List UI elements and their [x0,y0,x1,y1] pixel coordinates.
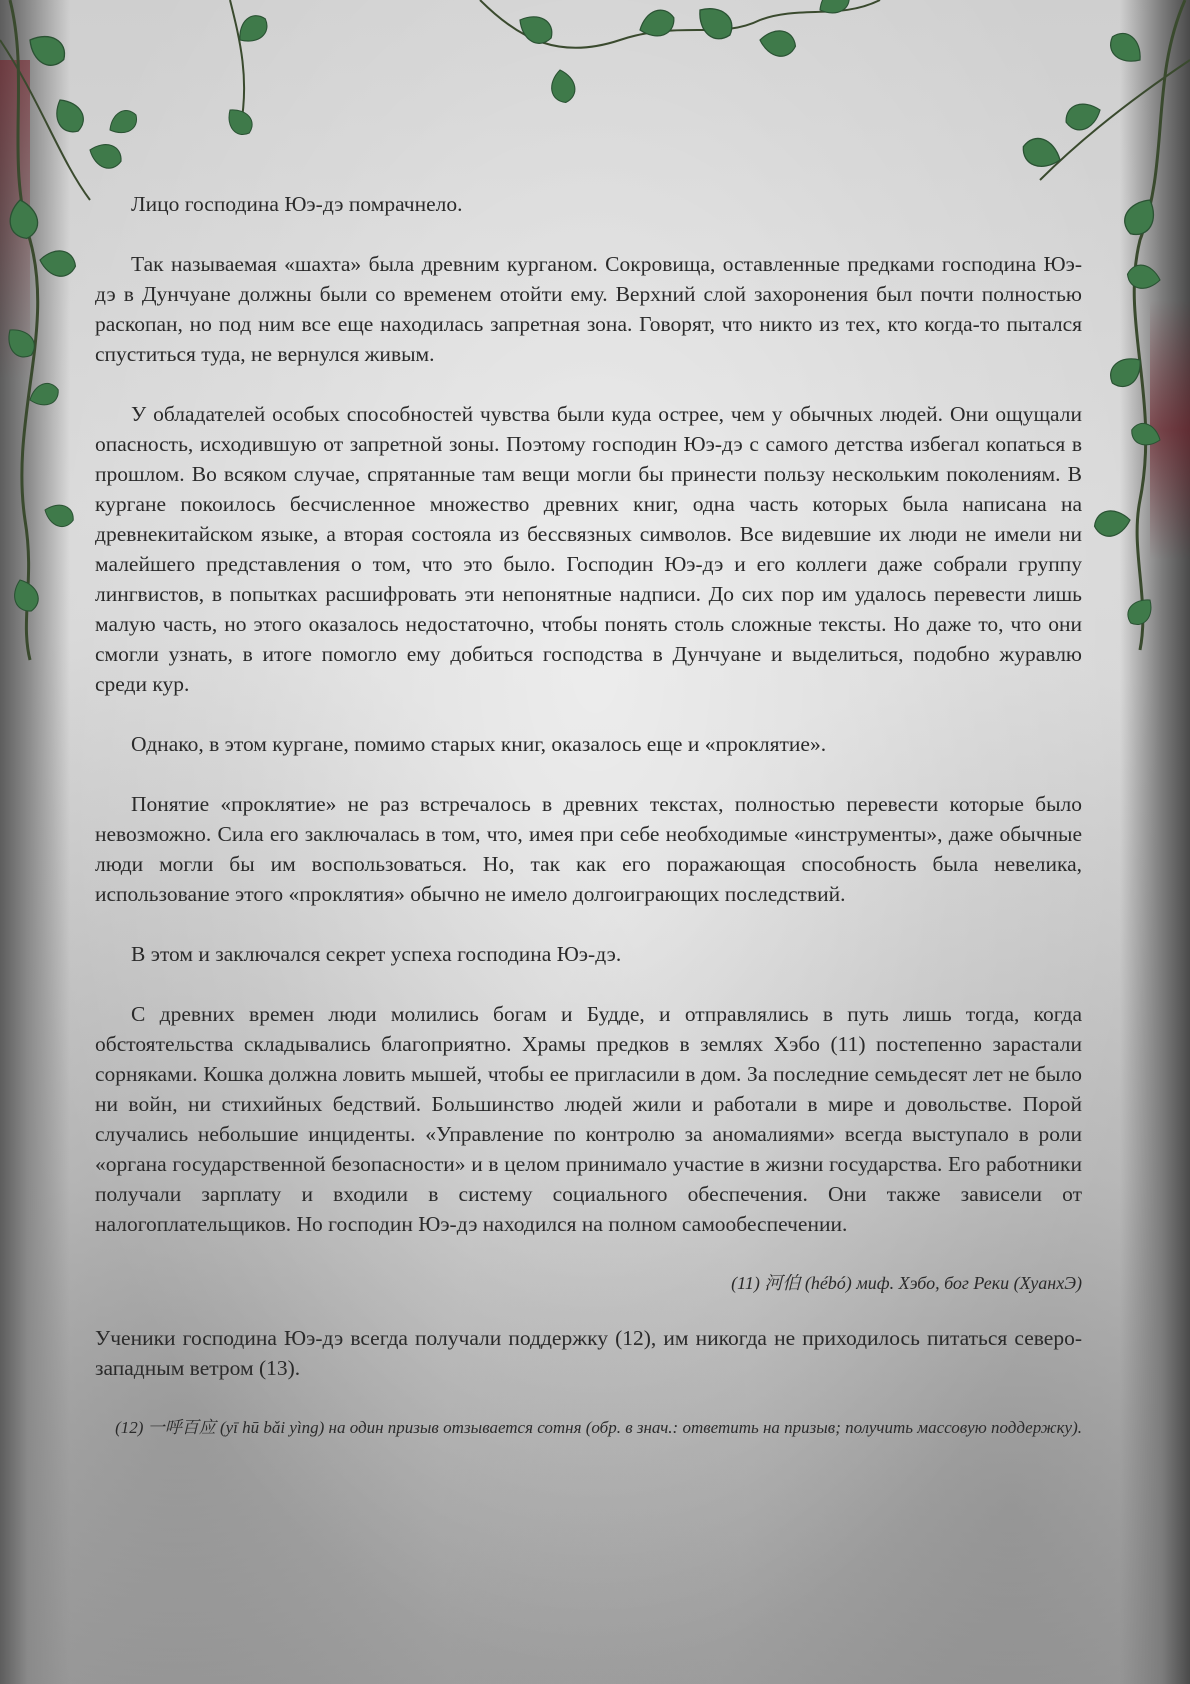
paragraph-5: Понятие «проклятие» не раз встречалось в древних текстах, полностью перевести которые было невозможно. Сила его заключалась в том, что, имея при себе необходимые «инструменты», даже обычные люди могли бы им воспользоваться. Но, так как его поражающая способность была невелика, использование этого «проклятия» обычно не имело долгоиграющих последствий. [95,792,1082,906]
footnote-11: (11) 河伯 (hébó) миф. Хэбо, бог Реки (ХуанхЭ) [731,1273,1082,1293]
paragraph-3: У обладателей особых способностей чувства были куда острее, чем у обычных людей. Они ощущали опасность, исходившую от запретной зоны. Поэтому господин Юэ-дэ с самого детства избегал копаться в прошлом. Во всяком случае, спрятанные там вещи могли бы принести пользу нескольким поколениям. В кургане покоилось бесчисленное множество древних книг, одна часть которых была написана на древнекитайском языке, а вторая состояла из бессвязных символов. Все видевшие их люди не имели ни малейшего представления о том, что это было. Господин Юэ-дэ и его коллеги даже собрали группу лингвистов, в попытках расшифровать эти непонятные надписи. До сих пор им удалось перевести лишь малую часть, но этого оказалось недостаточно, чтобы понять столь сложные тексты. Но даже то, что они смогли узнать, в итоге помогло ему добиться господства в Дунчуане и выделиться, подобно журавлю среди кур. [95,402,1082,696]
paragraph-8: Ученики господина Юэ-дэ всегда получали поддержку (12), им никогда не приходилось питаться северо-западным ветром (13). [95,1326,1082,1380]
right-stain [1150,300,1190,560]
right-stone-pillar [1120,0,1190,1684]
left-stain [0,60,30,380]
paragraph-7: С древних времен люди молились богам и Будде, и отправлялись в путь лишь тогда, когда обстоятельства складывались благоприятно. Храмы предков в землях Хэбо (11) постепенно зарастали сорняками. Кошка должна ловить мышей, чтобы ее пригласили в дом. За последние семьдесят лет не было ни войн, ни стихийных бедствий. Большинство людей жили и работали в мире и довольстве. Порой случались небольшие инциденты. «Управление по контролю за аномалиями» всегда выступало в роли «органа государственной безопасности» и в целом принимало участие в жизни государства. Его работники получали зарплату и входили в систему социального обеспечения. Они также зависели от налогоплательщиков. Но господин Юэ-дэ находился на полном самообеспечении. [95,1002,1082,1236]
paragraph-1: Лицо господина Юэ-дэ помрачнело. [131,192,463,216]
paragraph-2: Так называемая «шахта» была древним курганом. Сокровища, оставленные предками господина Юэ-дэ в Дунчуане должны были со временем отойти ему. Верхний слой захоронения был почти полностью раскопан, но под ним все еще находилась запретная зона. Говорят, что никто из тех, кто когда-то пытался спуститься туда, не вернулся живым. [95,252,1082,366]
paragraph-6: В этом и заключался секрет успеха господина Юэ-дэ. [131,942,622,966]
paragraph-4: Однако, в этом кургане, помимо старых книг, оказалось еще и «проклятие». [131,732,827,756]
document-body [95,190,1082,1473]
footnote-12: (12) 一呼百应 (yī hū bǎi yìng) на один призыв отзывается сотня (обр. в знач.: ответить на призыв; получить массовую поддержку). [115,1418,1082,1437]
